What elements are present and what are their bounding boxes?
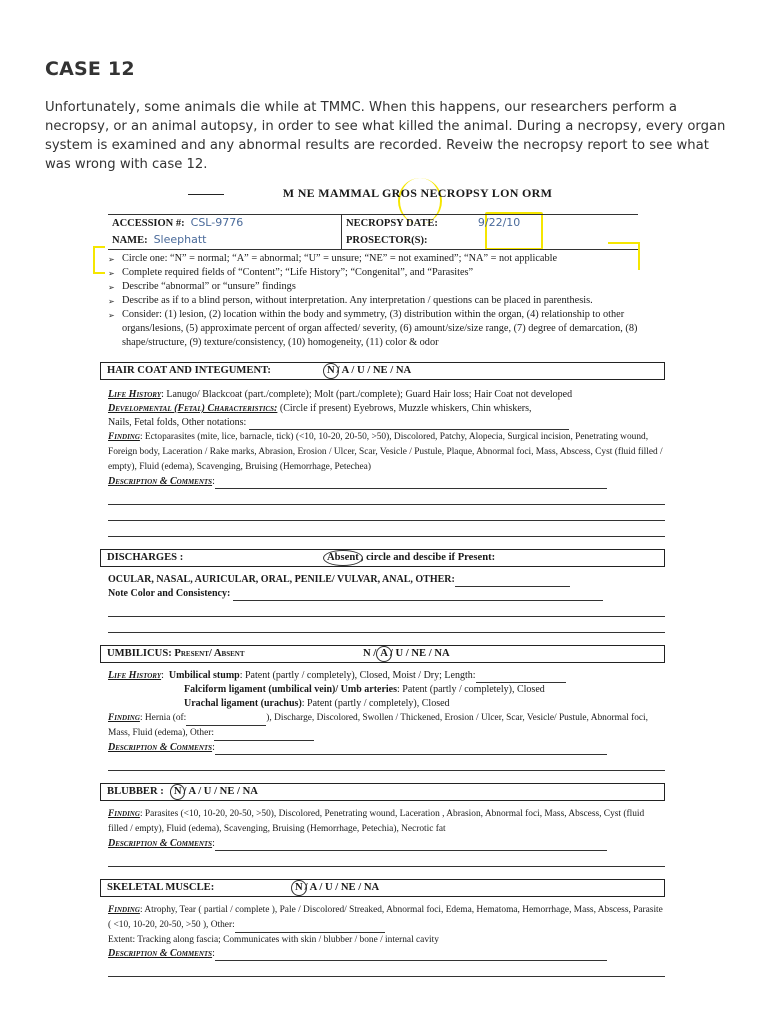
section-blubber bbox=[100, 783, 665, 867]
accession-cell: ACCESSION #: CSL-9776 bbox=[108, 215, 342, 233]
circled-option: N bbox=[291, 880, 307, 896]
circled-option: N bbox=[170, 784, 186, 800]
case-description: Unfortunately, some animals die while at TMMC. When this happens, our researchers perform a necropsy, or an animal autopsy, in order to see what killed the animal. During a necropsy, every organ system is examined and any abnormal results are recorded. Reveiw the necropsy report to see what was wrong with case 12. bbox=[45, 100, 726, 172]
hair-life-history: Life History: Lanugo/ Blackcoat (part./complete); Molt (part./complete); Guard Hair loss; Hair Coat not developed bbox=[108, 389, 573, 400]
skeletal-extent: Extent: Tracking along fascia; Communicates with skin / blubber / bone / internal cavity bbox=[108, 935, 439, 945]
circled-option: Absent bbox=[323, 550, 363, 566]
umbilicus-finding: Finding: Hernia (of: ), Discharge, Discolored, Swollen / Thickened, Erosion / Ulcer, Scar, Vesicle/ Pustule, Abnormal foci, Mass, Fluid (edema), Other: bbox=[108, 711, 665, 741]
section-discharges bbox=[100, 549, 665, 633]
prosector-cell: PROSECTOR(S): bbox=[342, 232, 639, 250]
necropsy-date-cell: NECROPSY DATE: 9/22/10 bbox=[342, 215, 639, 233]
instruction-item: ➢ Complete required fields of “Content”; “Life History”; “Congenital”, and “Parasites” bbox=[108, 266, 665, 280]
section-umbilicus bbox=[100, 645, 665, 771]
hair-description: Description & Comments: bbox=[108, 475, 665, 489]
necropsy-form bbox=[100, 186, 665, 977]
circled-option: A bbox=[376, 646, 392, 662]
umbilical-stump: Life History: Umbilical stump: Patent (partly / completely), Closed, Moist / Dry; Length: bbox=[108, 669, 665, 683]
discharges-header: DISCHARGES : Absent , circle and descibe if Present: bbox=[100, 549, 665, 567]
case-intro bbox=[45, 58, 735, 174]
instruction-item: ➢ Circle one: “N” = normal; “A” = abnormal; “U” = unsure; “NE” = not examined”; “NA” = not applicable bbox=[108, 252, 665, 266]
instructions-list bbox=[108, 252, 665, 350]
instruction-item: ➢ Describe “abnormal” or “unsure” findings bbox=[108, 280, 665, 294]
urachal-ligament: Urachal ligament (urachus): Patent (partly / completely), Closed bbox=[184, 698, 450, 709]
name-value: Sleephatt bbox=[153, 233, 207, 246]
form-title: M NE MAMMAL GROS NECROPSY LON ORM bbox=[170, 186, 665, 200]
umbilicus-header: UMBILICUS: Present/ Absent N / A / U / NE / NA bbox=[100, 645, 665, 663]
blubber-finding: Finding: Parasites (<10, 10-20, 20-50, >50), Discolored, Penetrating wound, Laceration , Abrasion, Abnormal foci, Mass, Abscess, Cyst (fluid filled / empty), Fluid (edema), Scavenging, Bruising (Hemorrhage, Petechia), Necrotic fat bbox=[108, 809, 645, 834]
skeletal-description: Description & Comments: bbox=[108, 947, 665, 961]
hair-developmental: Developmental (Fetal) Characteristics: (Circle if present) Eyebrows, Muzzle whiskers, Chin whiskers, bbox=[108, 403, 532, 414]
skeletal-finding: Finding: Atrophy, Tear ( partial / complete ), Pale / Discolored/ Streaked, Abnormal foci, Edema, Hematoma, Hemorrhage, Mass, Abscess, Parasite ( <10, 10-20, 20-50, >50 ), Other: bbox=[108, 903, 665, 933]
circled-option: N bbox=[323, 363, 339, 379]
blubber-description: Description & Comments: bbox=[108, 837, 665, 851]
discharge-types: OCULAR, NASAL, AURICULAR, ORAL, PENILE/ VULVAR, ANAL, OTHER: bbox=[108, 573, 665, 587]
falciform-ligament: Falciform ligament (umbilical vein)/ Umb arteries: Patent (partly / completely), Closed bbox=[184, 684, 545, 695]
hair-nails: Nails, Fetal folds, Other notations: bbox=[108, 416, 665, 430]
accession-value: CSL-9776 bbox=[190, 216, 244, 229]
skeletal-muscle-header: SKELETAL MUSCLE: N / A / U / NE / NA bbox=[100, 879, 665, 897]
instruction-item: ➢ Consider: (1) lesion, (2) location within the body and symmetry, (3) distribution within the organ, (4) relationship to other organs/lesions, (5) approximate percent of organ affected/ severity, (6) amount/size/size range, (7) degree of demarcation, (8) shape/structure, (9) texture/consistency, (10) homogeneity, (11) color & odor bbox=[108, 308, 665, 350]
section-hair-coat bbox=[100, 362, 665, 537]
hair-coat-header: HAIR COAT AND INTEGUMENT: N / A / U / NE / NA bbox=[100, 362, 665, 380]
header-table bbox=[108, 214, 638, 250]
necropsy-date-value: 9/22/10 bbox=[477, 216, 521, 229]
section-skeletal-muscle bbox=[100, 879, 665, 977]
dash-mark bbox=[188, 194, 224, 195]
umbilicus-description: Description & Comments: bbox=[108, 741, 665, 755]
hair-finding: Finding: Ectoparasites (mite, lice, barnacle, tick) (<10, 10-20, 20-50, >50), Discolored, Patchy, Alopecia, Surgical incision, Penetrating wound, Foreign body, Laceration / Rake marks, Abrasion, Erosion / Ulcer, Scar, Vesicle / Pustule, Plaque, Abnormal foci, Mass, Abscess, Cyst (fluid filled / empty), Fluid (edema), Scavenging, Bruising (Hemorrhage, Petechea) bbox=[108, 432, 663, 472]
discharge-color: Note Color and Consistency: bbox=[108, 587, 665, 601]
case-title: CASE 12 bbox=[45, 58, 135, 80]
name-cell: NAME: Sleephatt bbox=[108, 232, 342, 250]
blubber-header: BLUBBER : N / A / U / NE / NA bbox=[100, 783, 665, 801]
instruction-item: ➢ Describe as if to a blind person, without interpretation. Any interpretation / questions can be placed in parenthesis. bbox=[108, 294, 665, 308]
